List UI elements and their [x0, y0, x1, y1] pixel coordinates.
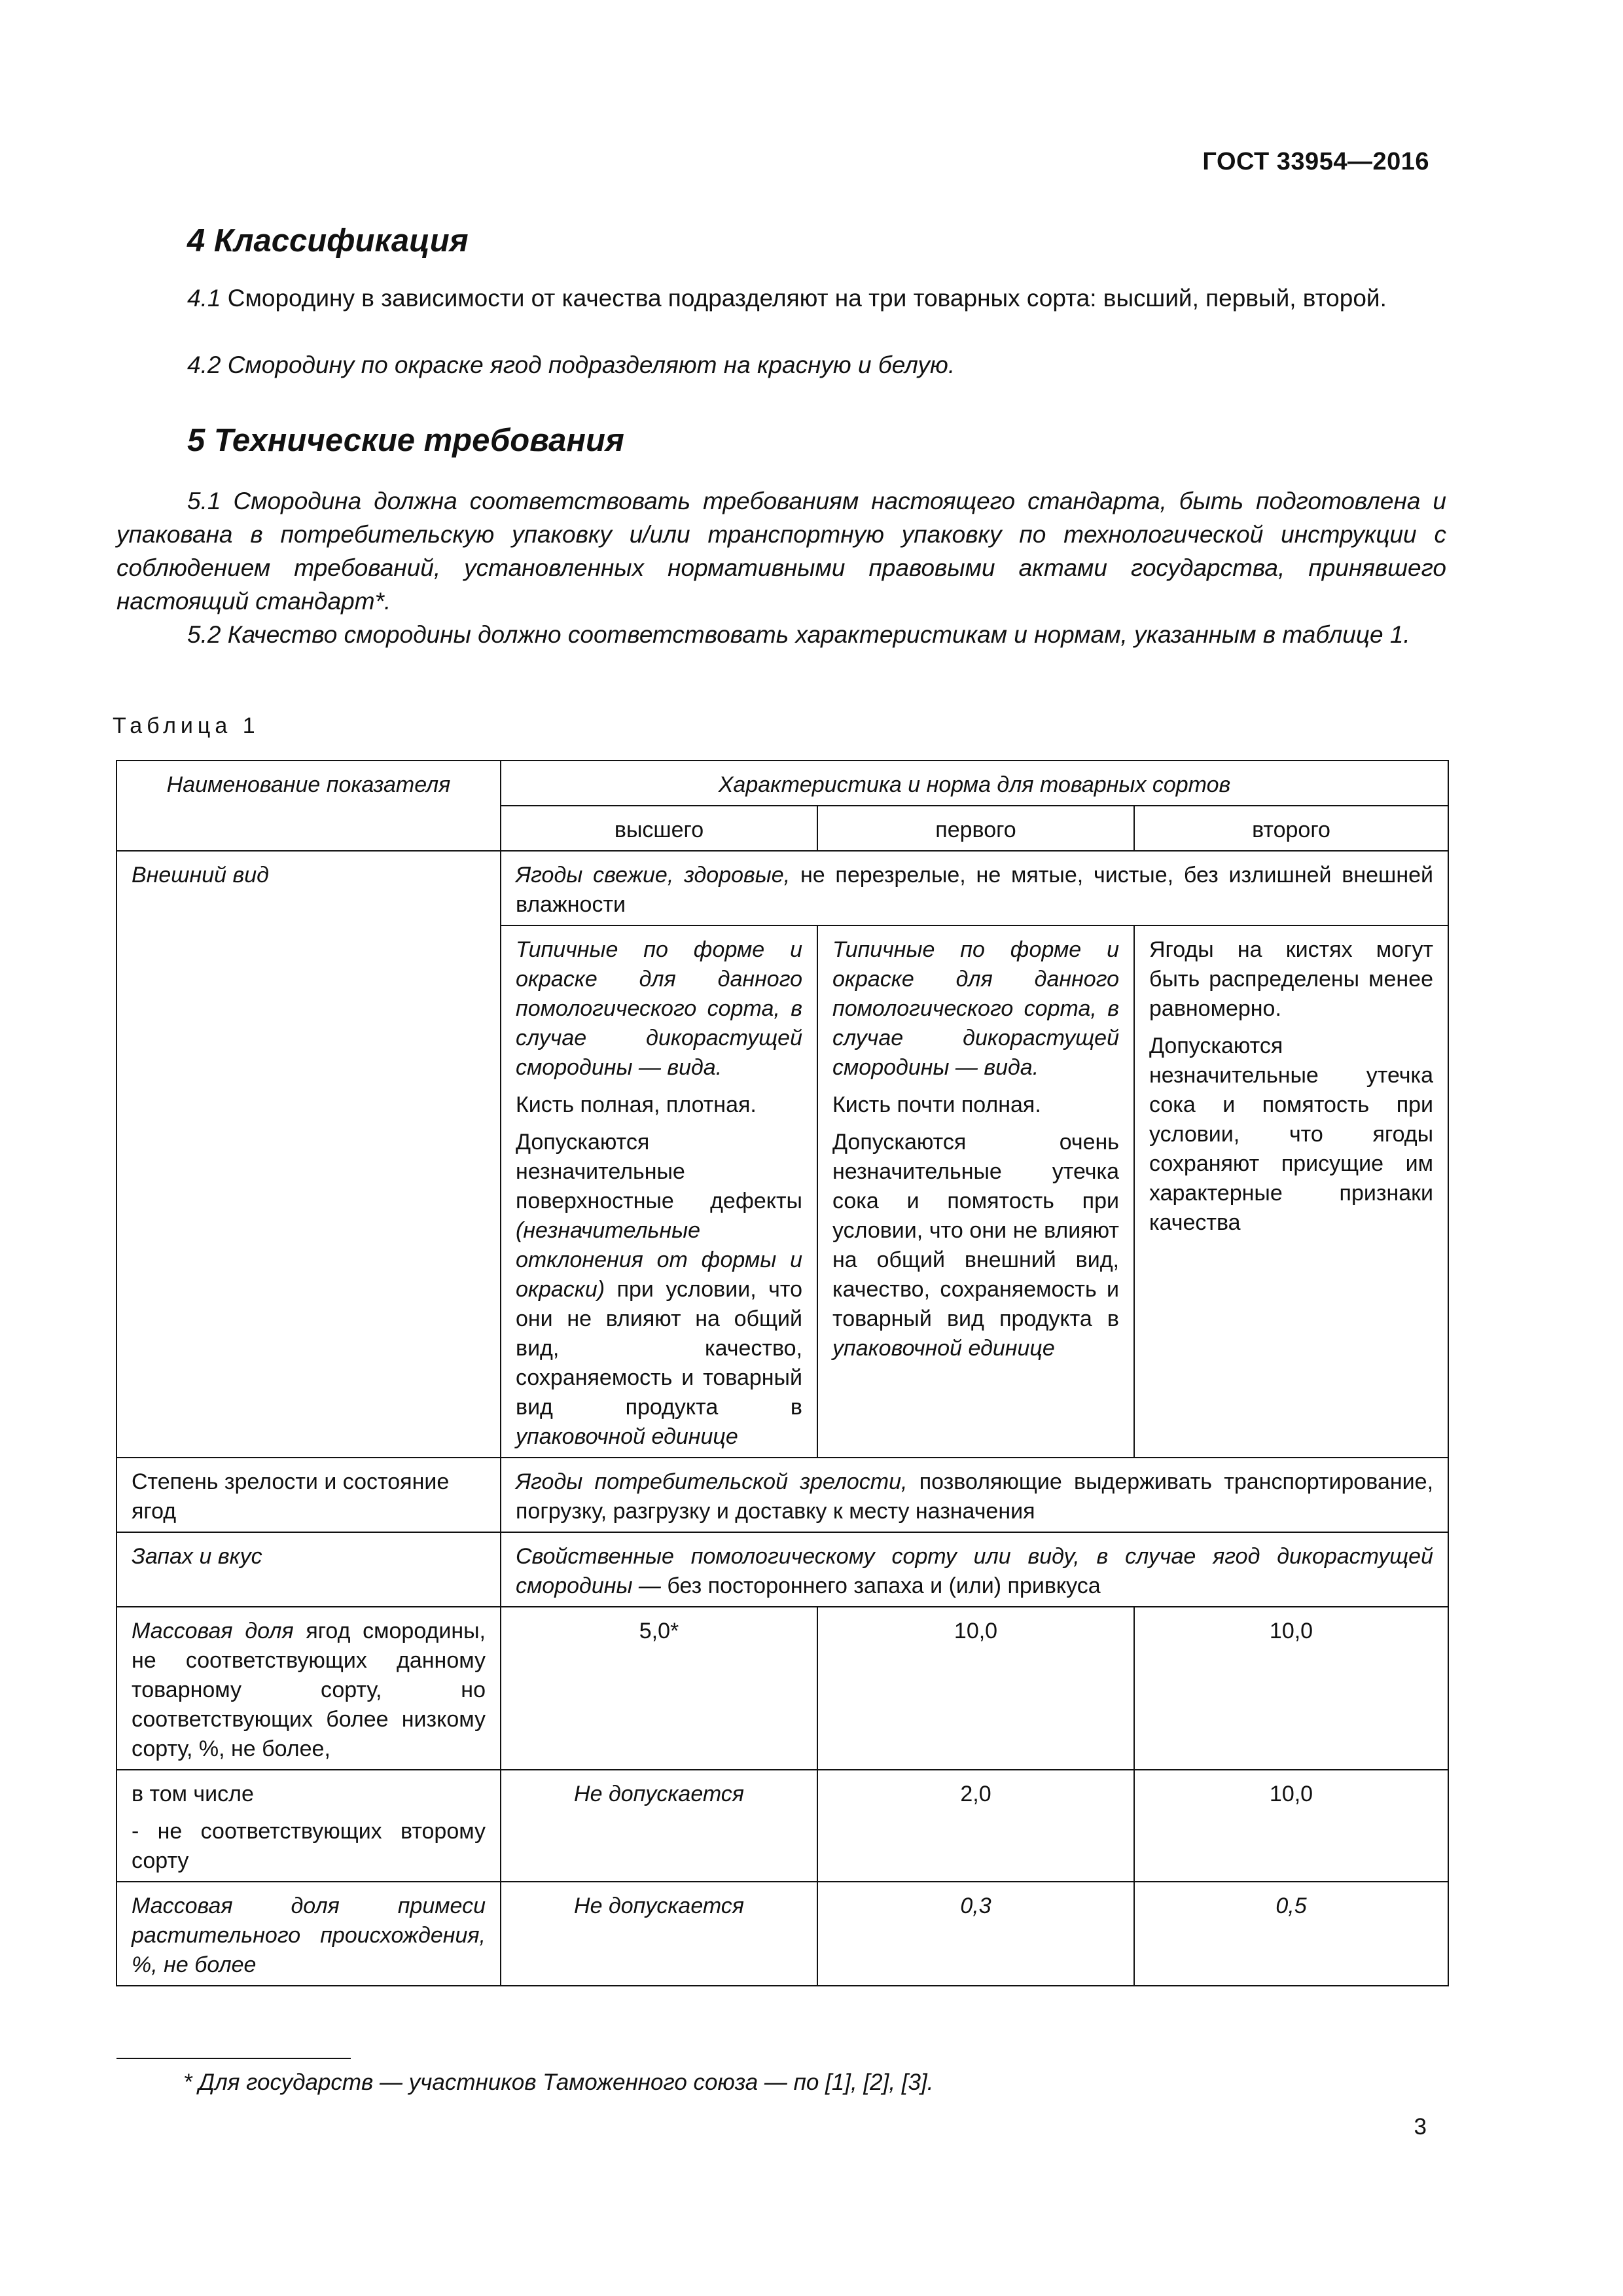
- header-grade-highest: высшего: [501, 806, 817, 851]
- table-row: [116, 1532, 1448, 1607]
- standard-code: ГОСТ 33954—2016: [1202, 148, 1429, 175]
- row-name-appearance: Внешний вид: [116, 851, 501, 1458]
- impurity-first: 0,3: [817, 1882, 1134, 1986]
- appearance-highest-cell: Типичные по форме и окраске для данного помологического сорта, в случае дикорастущей смородины — вида. Кисть полная, плотная. Допускаются незначительные поверхностные дефекты (незначительные отклонения от формы и окраски) при условии, что они не влияют на общий вид, качество, сохраняемость и товарный вид продукта в упаковочной единице: [501, 925, 817, 1458]
- row-name-impurity: Массовая доля примеси растительного происхождения, %, не более: [116, 1882, 501, 1986]
- paragraph-5-1: 5.1 Смородина должна соответствовать требованиям настоящего стандарта, быть подготовлена и упакована в потребительскую упаковку и/или транспортную упаковку по технологической инструкции с соблюдением требований, установленных нормативными правовыми актами государства, принявшего настоящий стандарт*.: [116, 488, 1446, 615]
- header-grade-second: второго: [1134, 806, 1448, 851]
- appearance-first-cell: Типичные по форме и окраске для данного помологического сорта, в случае дикорастущей смородины — вида. Кисть почти полная. Допускаются очень незначительные утечка сока и помятость при условии, что они не влияют на общий внешний вид, качество, сохраняемость и товарный вид продукта в упаковочной единице: [817, 925, 1134, 1458]
- including-first: 2,0: [817, 1770, 1134, 1882]
- row-name-maturity: Степень зрелости и состояние ягод: [116, 1458, 501, 1532]
- row-name-smell: Запах и вкус: [116, 1532, 501, 1607]
- table-row: [116, 1882, 1448, 1986]
- row-name-mass-fraction: Массовая доля ягод смородины, не соответствующих данному товарному сорту, но соответствующих более низкому сорту, %, не более,: [116, 1607, 501, 1770]
- mass-fraction-second: 10,0: [1134, 1607, 1448, 1770]
- footnote-divider: [116, 2058, 351, 2059]
- mass-fraction-first: 10,0: [817, 1607, 1134, 1770]
- header-grade-group: Характеристика и норма для товарных сортов: [501, 761, 1448, 806]
- paragraph-5-2: 5.2 Качество смородины должно соответствовать характеристикам и нормам, указанным в таблице 1.: [187, 621, 1410, 648]
- appearance-common-cell: Ягоды свежие, здоровые, не перезрелые, не мятые, чистые, без излишней внешней влажности: [501, 851, 1448, 925]
- including-highest: Не допускается: [501, 1770, 817, 1882]
- paragraph-4-1: 4.1 Смородину в зависимости от качества подразделяют на три товарных сорта: высший, первый, второй.: [187, 285, 1387, 312]
- table-row: [116, 851, 1448, 925]
- mass-fraction-highest: 5,0*: [501, 1607, 817, 1770]
- appearance-second-cell: Ягоды на кистях могут быть распределены менее равномерно. Допускаются незначительные утечка сока и помятость при условии, что ягоды сохраняют присущие им характерные признаки качества: [1134, 925, 1448, 1458]
- page-number: 3: [1414, 2114, 1427, 2140]
- row-name-including: в том числе - не соответствующих второму сорту: [116, 1770, 501, 1882]
- section-4-title: 4 Классификация: [187, 223, 469, 259]
- table-row: [116, 1770, 1448, 1882]
- paragraph-4-2-text: 4.2 Смородину по окраске ягод подразделяют на красную и белую.: [187, 351, 955, 378]
- table-header-row: [116, 761, 1448, 806]
- table-row: [116, 1458, 1448, 1532]
- table-label: Таблица 1: [113, 713, 260, 738]
- paragraph-4-2: [116, 348, 1446, 382]
- quality-table: [116, 760, 1449, 1986]
- impurity-highest: Не допускается: [501, 1882, 817, 1986]
- table-row: [116, 1607, 1448, 1770]
- maturity-cell: Ягоды потребительской зрелости, позволяющие выдерживать транспортирование, погрузку, разгрузку и доставку к месту назначения: [501, 1458, 1448, 1532]
- smell-cell: Свойственные помологическому сорту или виду, в случае ягод дикорастущей смородины — без постороннего запаха и (или) привкуса: [501, 1532, 1448, 1607]
- header-grade-first: первого: [817, 806, 1134, 851]
- footnote: * Для государств — участников Таможенного союза — по [1], [2], [3].: [183, 2070, 934, 2095]
- paragraph-4-1-text: Смородину в зависимости от качества подразделяют на три товарных сорта: высший, первый, второй.: [227, 285, 1387, 312]
- header-indicator: Наименование показателя: [116, 761, 501, 851]
- impurity-second: 0,5: [1134, 1882, 1448, 1986]
- including-second: 10,0: [1134, 1770, 1448, 1882]
- section-5-title: 5 Технические требования: [187, 423, 624, 458]
